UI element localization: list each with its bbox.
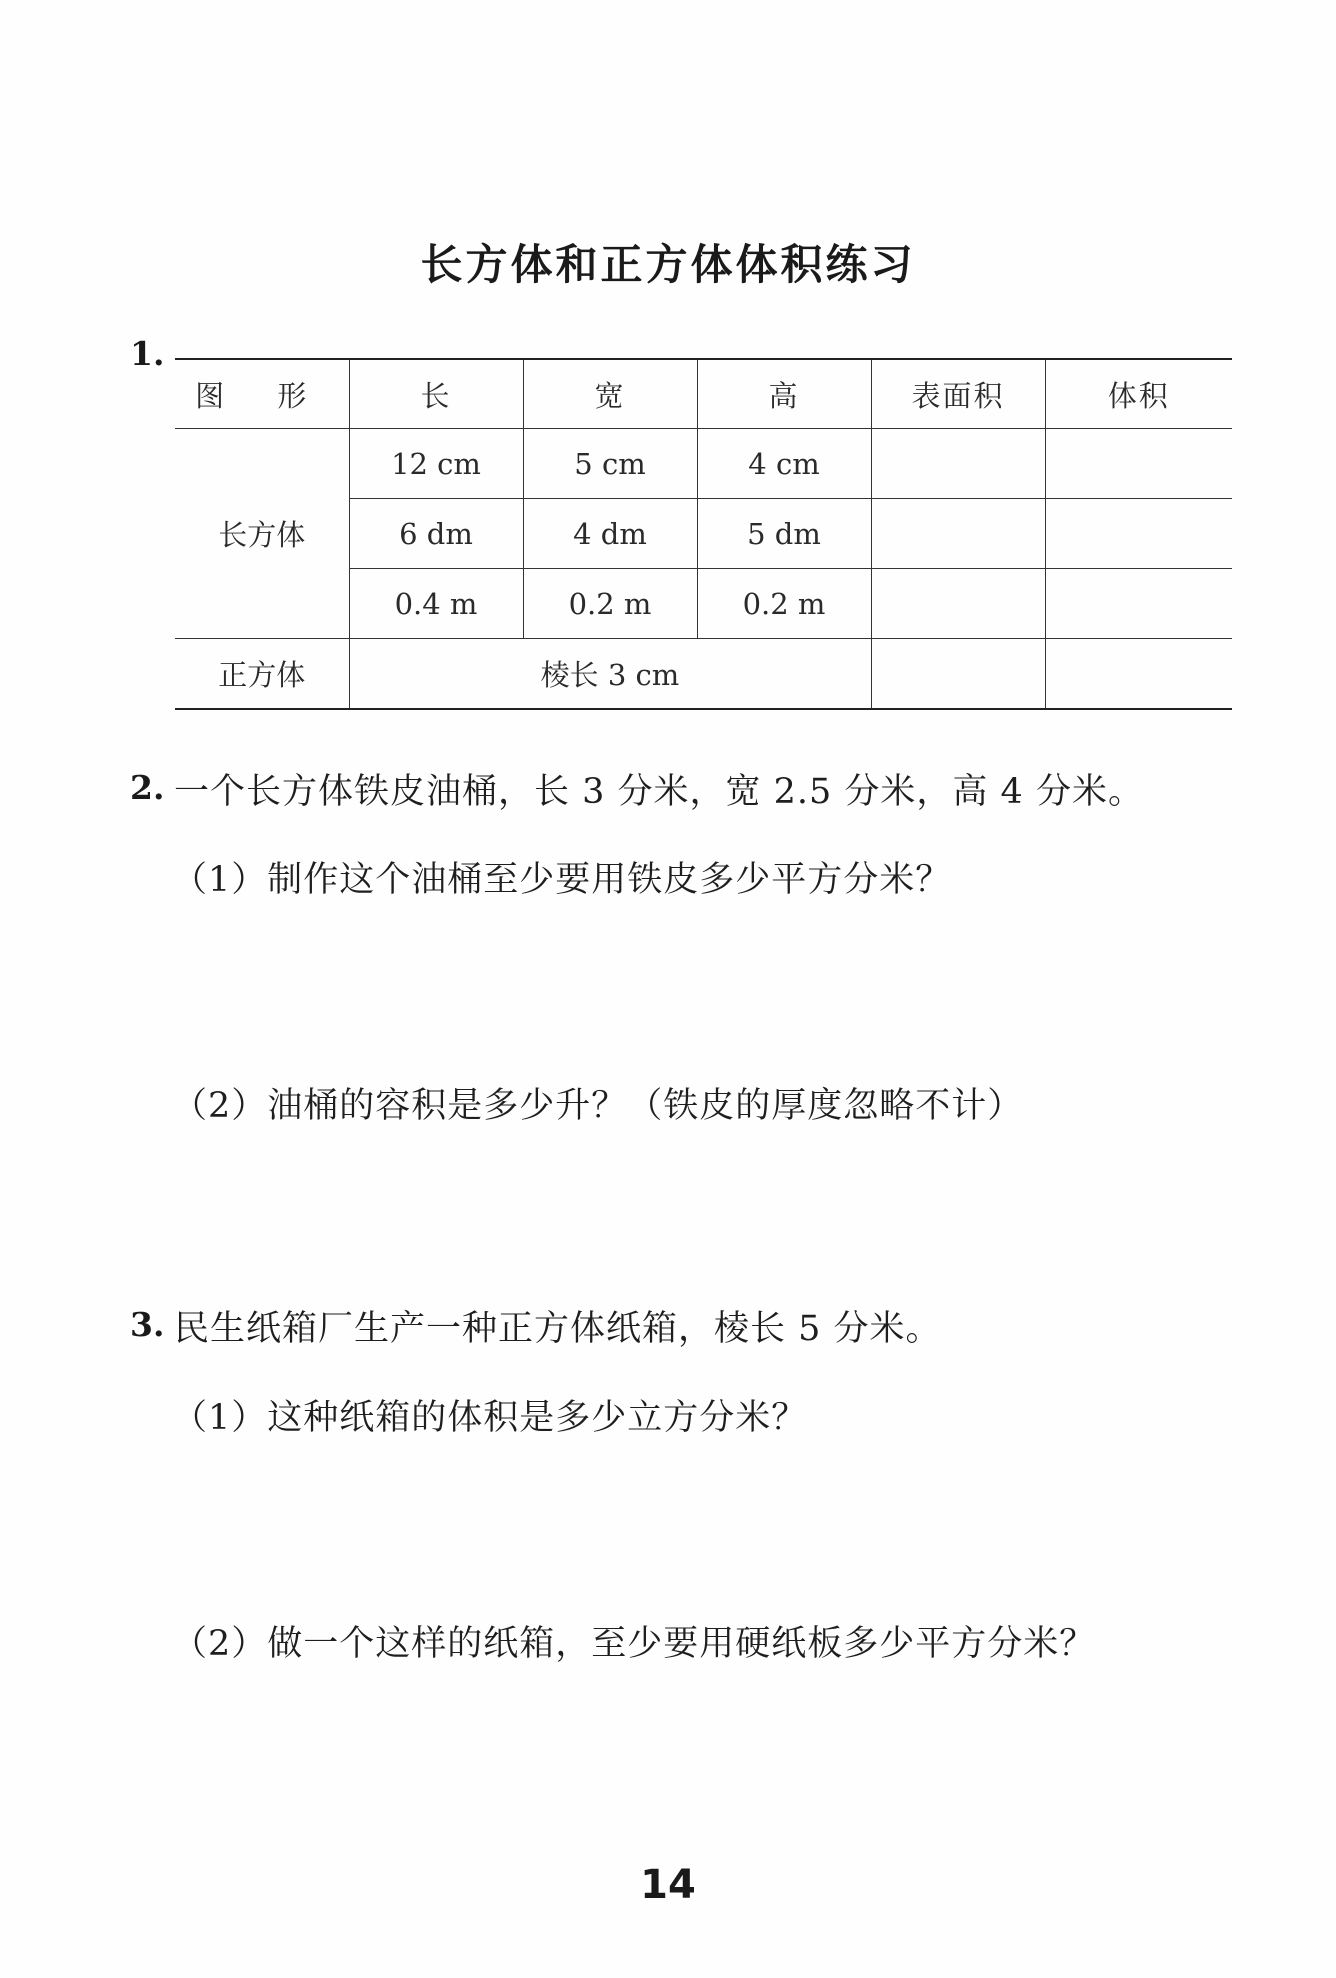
cell-length: 12 cm <box>349 429 523 499</box>
question-3-sub-1: （1）这种纸箱的体积是多少立方分米？ <box>172 1398 808 1438</box>
question-2-sub-2: （2）油桶的容积是多少升？（铁皮的厚度忽略不计） <box>172 1086 1024 1126</box>
cell-width: 5 cm <box>523 429 697 499</box>
table-row <box>175 429 1232 499</box>
answer-volume-blank[interactable] <box>1045 639 1232 710</box>
dimensions-table <box>175 358 1232 710</box>
cube-edge: 棱长 3 cm <box>349 639 871 710</box>
question-3-sub-2: （2）做一个这样的纸箱，至少要用硬纸板多少平方分米？ <box>172 1624 1096 1664</box>
question-2-sub-1: （1）制作这个油桶至少要用铁皮多少平方分米？ <box>172 860 952 900</box>
header-surface-area: 表面积 <box>871 359 1045 429</box>
cell-height: 5 dm <box>697 499 871 569</box>
cell-length: 0.4 m <box>349 569 523 639</box>
question-2-text: 一个长方体铁皮油桶，长 3 分米，宽 2.5 分米，高 4 分米。 <box>174 772 1144 812</box>
cell-height: 4 cm <box>697 429 871 499</box>
cell-length: 6 dm <box>349 499 523 569</box>
header-shape: 图 形 <box>175 359 349 429</box>
page-number: 14 <box>640 1862 696 1908</box>
table-row <box>175 639 1232 710</box>
answer-volume-blank[interactable] <box>1045 569 1232 639</box>
question-3-text: 民生纸箱厂生产一种正方体纸箱，棱长 5 分米。 <box>174 1309 942 1349</box>
cuboid-label: 长方体 <box>175 429 349 639</box>
answer-surface-area-blank[interactable] <box>871 429 1045 499</box>
header-length: 长 <box>349 359 523 429</box>
header-height: 高 <box>697 359 871 429</box>
answer-volume-blank[interactable] <box>1045 429 1232 499</box>
question-1-number: 1. <box>130 334 165 373</box>
question-3-number: 3. <box>130 1305 165 1344</box>
answer-volume-blank[interactable] <box>1045 499 1232 569</box>
cell-height: 0.2 m <box>697 569 871 639</box>
answer-surface-area-blank[interactable] <box>871 499 1045 569</box>
header-volume: 体积 <box>1045 359 1232 429</box>
question-2-number: 2. <box>130 768 165 807</box>
answer-surface-area-blank[interactable] <box>871 569 1045 639</box>
cube-label: 正方体 <box>175 639 349 710</box>
cell-width: 0.2 m <box>523 569 697 639</box>
header-width: 宽 <box>523 359 697 429</box>
answer-surface-area-blank[interactable] <box>871 639 1045 710</box>
cell-width: 4 dm <box>523 499 697 569</box>
table-header-row <box>175 359 1232 429</box>
page-title: 长方体和正方体体积练习 <box>420 240 916 289</box>
